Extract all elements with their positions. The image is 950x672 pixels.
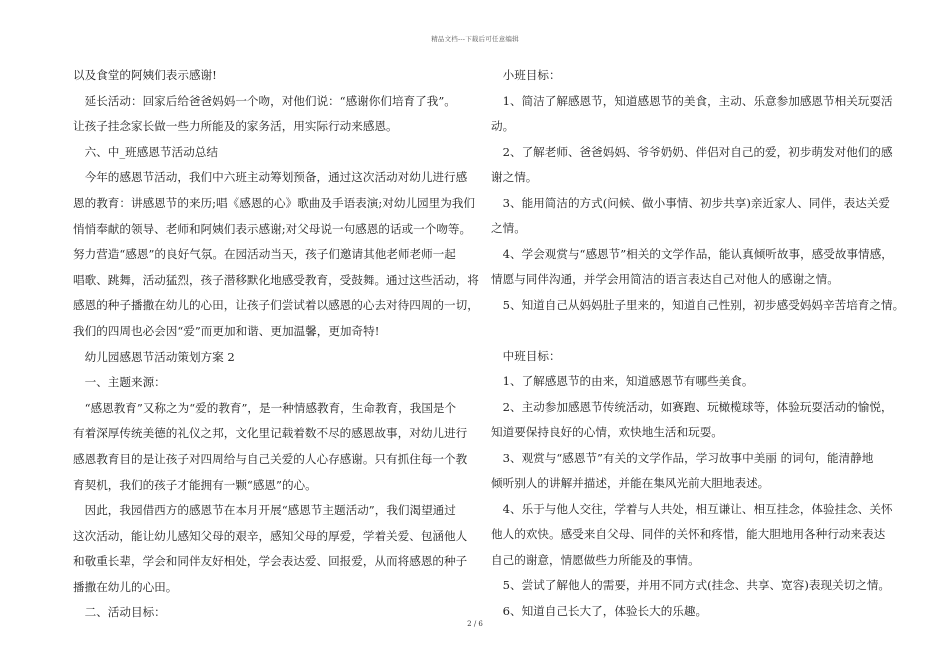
paragraph-line: 播撒在幼儿的心田。	[73, 579, 178, 594]
paragraph-line: 3、能用简洁的方式(问候、做小事情、初步共享)亲近家人、同伴，表达关爱	[491, 195, 891, 210]
paragraph-line: 有着深厚传统美德的礼仪之邦，文化里记载着数不尽的感恩故事，对幼儿进行	[73, 426, 468, 441]
paragraph-line: 今年的感恩节活动，我们中六班主动筹划预备，通过这次活动对幼儿进行感	[73, 170, 468, 185]
paragraph-line: 动。	[491, 119, 515, 133]
paragraph-line: 延长活动：回家后给爸爸妈妈一个吻，对他们说：“感谢你们培育了我”。	[73, 93, 456, 108]
section-heading: 二、活动目标：	[73, 605, 166, 620]
paragraph-line: 育契机，我们的孩子才能拥有一颗“感恩”的心。	[73, 477, 317, 492]
paragraph-line: 1、简洁了解感恩节，知道感恩节的美食，主动、乐意参加感恩节相关玩耍活	[491, 93, 893, 108]
paragraph-line: 1、了解感恩节的由来，知道感恩节有哪些美食。	[491, 374, 754, 389]
paragraph-line: 让孩子挂念家长做一些力所能及的家务活，用实际行动来感恩。	[73, 119, 398, 134]
paragraph-line: 4、学会观赏与“感恩节”相关的文学作品，能认真倾听故事，感受故事情感，	[491, 246, 893, 261]
paragraph-line: 感恩的种子播撒在幼儿的心田，让孩子们尝试着以感恩的心去对待四周的一切，	[73, 298, 479, 313]
section-heading: 中班目标：	[491, 348, 561, 363]
section-heading: 小班目标：	[491, 68, 561, 82]
paragraph-line: 他人的欢快。感受来自父母、同伴的关怀和疼惜，能大胆地用各种行动来表达	[491, 527, 886, 542]
right-column	[491, 63, 905, 624]
blank-line	[491, 318, 901, 344]
paragraph-line: 努力营造“感恩”的良好气氛。在园活动当天，孩子们邀请其他老师老师一起	[73, 247, 456, 262]
paragraph-line: 我们的四周也必会因“爱”而更加和谐、更加温馨，更加奇特!	[73, 323, 380, 338]
paragraph-line: 感恩教育目的是让孩子对四周给与自己关爱的人心存感谢。只有抓住每一个教	[73, 451, 468, 466]
paragraph-line: 3、观赏与“感恩节”有关的文学作品，学习故事中美丽 的词句，能清静地	[491, 450, 874, 465]
paragraph-line: 恩的教育：讲感恩节的来历;唱《感恩的心》歌曲及手语表演;对幼儿园里为我们	[73, 195, 476, 210]
paragraph-line: 5、知道自己从妈妈肚子里来的，知道自己性别，初步感受妈妈辛苦培育之情。	[491, 297, 905, 312]
page-number: 2 / 6	[467, 620, 483, 628]
paragraph-line: 谢之情。	[491, 170, 538, 184]
paragraph-line: 5、尝试了解他人的需要，并用不同方式(挂念、共享、宽容)表现关切之情。	[491, 578, 891, 593]
paragraph-line: 唱歌、跳舞，活动猛烈，孩子潜移默化地感受教育，受鼓舞。通过这些活动，将	[73, 272, 479, 287]
paragraph-line: 这次活动，能让幼儿感知父母的艰辛，感知父母的厚爱，学着关爱、包涵他人	[73, 528, 468, 543]
paragraph-line: 倾听别人的讲解并描述，并能在集风光前大胆地表述。	[491, 476, 770, 491]
paragraph-line: 6、知道自己长大了，体验长大的乐趣。	[491, 603, 708, 618]
paragraph-line: 之情。	[491, 221, 526, 235]
paragraph-line: 2、主动参加感恩节传统活动，如赛跑、玩橄榄球等，体验玩耍活动的愉悦，	[491, 399, 893, 414]
paragraph-line: 4、乐于与他人交往，学着与人共处，相互谦让、相互挂念，体验挂念、关怀	[491, 501, 893, 516]
paragraph-line: 因此，我园借西方的感恩节在本月开展“感恩节主题活动”，我们渴望通过	[73, 503, 456, 518]
paragraph-line: “感恩教育”又称之为“爱的教育”，是一种情感教育，生命教育，我国是个	[73, 400, 457, 415]
page-header: 精品文档---下载后可任意编辑	[431, 35, 519, 43]
paragraph-line: 知道要保持良好的心情，欢快地生活和玩耍。	[491, 425, 723, 440]
paragraph-line: 悄悄奉献的领导、老师和阿姨们表示感谢;对父母说一句感恩的话或一个吻等。	[73, 221, 472, 236]
paragraph-line: 以及食堂的阿姨们表示感谢!	[73, 68, 217, 82]
paragraph-line: 2、了解老师、爸爸妈妈、爷爷奶奶、伴侣对自己的爱，初步萌发对他们的感	[491, 144, 893, 159]
paragraph-line: 情愿与同伴沟通，并学会用简洁的语言表达自己对他人的感谢之情。	[491, 272, 839, 286]
section-heading: 一、主题来源：	[73, 375, 166, 390]
section-heading: 幼儿园感恩节活动策划方案 2	[73, 349, 235, 364]
section-heading: 六、中_班感恩节活动总结	[73, 144, 218, 159]
paragraph-line: 和敬重长辈，学会和同伴友好相处，学会表达爱、回报爱，从而将感恩的种子	[73, 554, 468, 569]
paragraph-line: 自己的谢意，情愿做些力所能及的事情。	[491, 552, 700, 567]
